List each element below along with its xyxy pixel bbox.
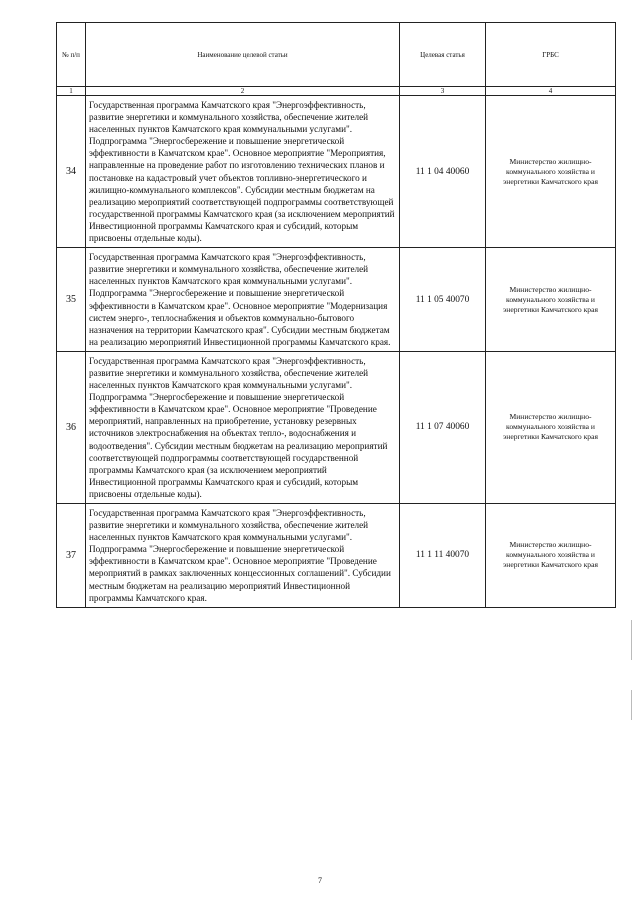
column-index-row	[57, 87, 616, 96]
header-grbs: ГРБС	[486, 23, 616, 87]
row-code: 11 1 04 40060	[400, 96, 486, 248]
row-name: Государственная программа Камчатского края "Энергоэффективность, развитие энергетики и коммунального хозяйства, обеспечение жителей населенных пунктов Камчатского края коммунальными услугами". Подпрограмма "Энергосбережение и повышение энергетической эффективности в Камчатском крае". Основное мероприятие "Мероприятия, направленные на проведение работ по изготовлению технических планов и постановке на кадастровый учет объектов топливно-энергетического и жилищно-коммунального комплексов". Субсидии местным бюджетам на реализацию мероприятий соответствующей подпрограммы соответствующей государственной программы Камчатского края (за исключением мероприятий Инвестиционной программы Камчатского края и субсидий, которым присвоены отдельные коды).	[86, 96, 400, 248]
row-number: 34	[57, 96, 86, 248]
table-row	[57, 96, 616, 248]
scan-artifact	[631, 620, 632, 660]
header-code: Целевая статья	[400, 23, 486, 87]
column-index: 2	[86, 87, 400, 96]
row-grbs: Министерство жилищно-коммунального хозяйства и энергетики Камчатского края	[486, 96, 616, 248]
row-grbs: Министерство жилищно-коммунального хозяйства и энергетики Камчатского края	[486, 248, 616, 352]
header-name: Наименование целевой статьи	[86, 23, 400, 87]
row-name: Государственная программа Камчатского края "Энергоэффективность, развитие энергетики и коммунального хозяйства, обеспечение жителей населенных пунктов Камчатского края коммунальными услугами". Подпрограмма "Энергосбережение и повышение энергетической эффективности в Камчатском крае". Основное мероприятие "Модернизация систем энерго-, теплоснабжения и объектов коммунально-бытового назначения на территории Камчатского края". Субсидии местным бюджетам на реализацию мероприятий Инвестиционной программы Камчатского края.	[86, 248, 400, 352]
scan-artifact	[631, 690, 632, 720]
row-code: 11 1 11 40070	[400, 504, 486, 608]
row-code: 11 1 05 40070	[400, 248, 486, 352]
row-name: Государственная программа Камчатского края "Энергоэффективность, развитие энергетики и коммунального хозяйства, обеспечение жителей населенных пунктов Камчатского края коммунальными услугами". Подпрограмма "Энергосбережение и повышение энергетической эффективности в Камчатском крае". Основное мероприятие "Проведение мероприятий в рамках заключенных концессионных соглашений". Субсидии местным бюджетам на реализацию мероприятий Инвестиционной программы Камчатского края.	[86, 504, 400, 608]
budget-code-table	[56, 22, 616, 608]
table-row	[57, 351, 616, 503]
table-header-row	[57, 23, 616, 87]
row-number: 35	[57, 248, 86, 352]
row-grbs: Министерство жилищно-коммунального хозяйства и энергетики Камчатского края	[486, 351, 616, 503]
row-number: 36	[57, 351, 86, 503]
page-number: 7	[318, 876, 322, 885]
row-code: 11 1 07 40060	[400, 351, 486, 503]
row-number: 37	[57, 504, 86, 608]
table-row	[57, 248, 616, 352]
column-index: 4	[486, 87, 616, 96]
column-index: 3	[400, 87, 486, 96]
table-row	[57, 504, 616, 608]
row-name: Государственная программа Камчатского края "Энергоэффективность, развитие энергетики и коммунального хозяйства, обеспечение жителей населенных пунктов Камчатского края коммунальными услугами". Подпрограмма "Энергосбережение и повышение энергетической эффективности в Камчатском крае". Основное мероприятие "Проведение мероприятий, направленных на приобретение, установку резервных источников электроснабжения на объектах тепло-, водоснабжения и водоотведения". Субсидии местным бюджетам на реализацию мероприятий соответствующей подпрограммы соответствующей государственной программы Камчатского края (за исключением мероприятий Инвестиционной программы Камчатского края и субсидий, которым присвоены отдельные коды).	[86, 351, 400, 503]
row-grbs: Министерство жилищно-коммунального хозяйства и энергетики Камчатского края	[486, 504, 616, 608]
column-index: 1	[57, 87, 86, 96]
header-num: № п/п	[57, 23, 86, 87]
